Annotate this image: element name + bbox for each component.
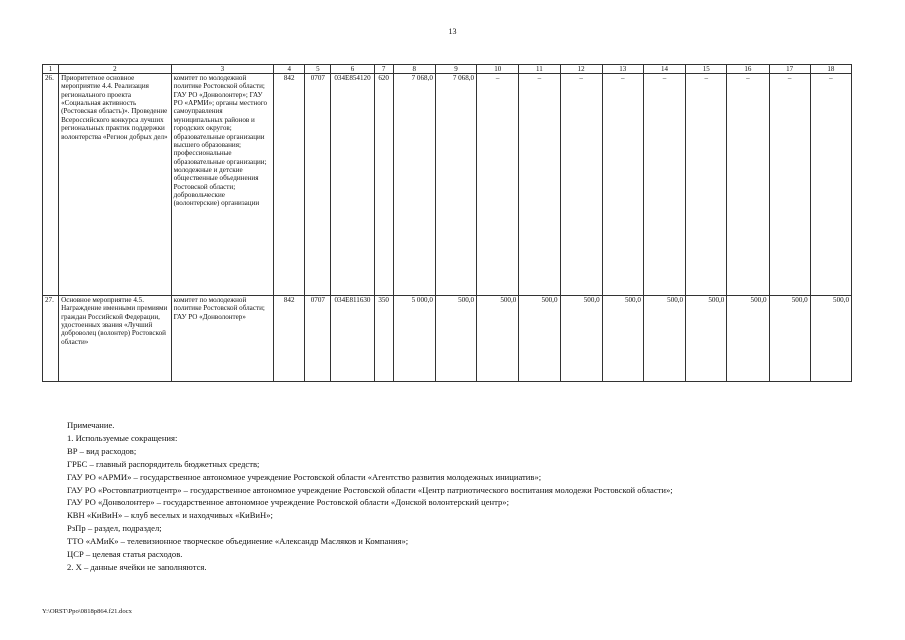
year-amount: – [769, 74, 810, 296]
note-line: ГАУ РО «Донволонтер» – государственное автономное учреждение Ростовской области «Донской волонтерский центр»; [67, 497, 509, 508]
notes-title: Примечание. [67, 420, 115, 430]
note-line: 2. Х – данные ячейки не заполняются. [67, 561, 207, 572]
note-line: РзПр – раздел, подраздел; [67, 523, 162, 534]
row-number: 26. [43, 74, 59, 296]
column-number: 14 [643, 65, 685, 74]
row-number: 27. [43, 296, 59, 382]
column-number: 11 [519, 65, 560, 74]
note-line: ЦСР – целевая статья расходов. [67, 549, 183, 560]
year-amount: – [519, 74, 560, 296]
year-amount: – [643, 74, 685, 296]
year-amount: 500,0 [810, 296, 851, 382]
total-amount: 5 000,0 [393, 296, 435, 382]
rzpr-code: 0707 [305, 74, 331, 296]
column-number: 9 [435, 65, 476, 74]
column-number: 7 [374, 65, 393, 74]
year-amount: – [477, 74, 519, 296]
vr-code: 620 [374, 74, 393, 296]
csr-code: 034E854120 [331, 74, 374, 296]
vr-code: 350 [374, 296, 393, 382]
column-number: 6 [331, 65, 374, 74]
table-row [43, 74, 852, 296]
note-line: ВР – вид расходов; [67, 445, 137, 456]
year-amount: – [686, 74, 727, 296]
year-amount: 500,0 [686, 296, 727, 382]
file-path-footer: Y:\ORST\Ppo\0818p864.f21.docx [42, 608, 132, 615]
column-number: 8 [393, 65, 435, 74]
executor: комитет по молодежной политике Ростовской области; ГАУ РО «Донволонтер» [171, 296, 274, 382]
column-number: 12 [560, 65, 602, 74]
column-number: 5 [305, 65, 331, 74]
notes-block [67, 419, 673, 574]
total-amount: 7 068,0 [393, 74, 435, 296]
year-amount: 500,0 [519, 296, 560, 382]
year-amount: – [727, 74, 769, 296]
column-number: 2 [59, 65, 172, 74]
event-name: Основное мероприятие 4.5. Награждение именными премиями граждан Российской Федерации, удостоенных звания «Лучший доброволец (волонтер) Ростовской области» [59, 296, 172, 382]
column-number: 1 [43, 65, 59, 74]
column-number: 10 [477, 65, 519, 74]
year-amount: – [560, 74, 602, 296]
year-amount: 500,0 [477, 296, 519, 382]
note-line: ГАУ РО «АРМИ» – государственное автономное учреждение Ростовской области «Агентство развития молодежных инициатив»; [67, 471, 542, 482]
note-line: ГАУ РО «Ростовпатриотцентр» – государственное автономное учреждение Ростовской области «Центр патриотического воспитания молодежи Ростовской области»; [67, 484, 673, 495]
year-amount: 500,0 [769, 296, 810, 382]
budget-table [42, 64, 852, 382]
column-number: 18 [810, 65, 851, 74]
table-row [43, 296, 852, 382]
csr-code: 034Е811630 [331, 296, 374, 382]
year-amount: 500,0 [602, 296, 643, 382]
year-amount: 500,0 [560, 296, 602, 382]
year-amount: 500,0 [643, 296, 685, 382]
note-line: ГРБС – главный распорядитель бюджетных средств; [67, 458, 260, 469]
event-name: Приоритетное основное мероприятие 4.4. Реализация регионального проекта «Социальная активность (Ростовская область)». Проведение Всероссийского конкурса лучших региональных практик поддержки волонтерства «Регион добрых дел» [59, 74, 172, 296]
year-amount: 7 068,0 [435, 74, 476, 296]
year-amount: 500,0 [727, 296, 769, 382]
column-number: 16 [727, 65, 769, 74]
column-number: 17 [769, 65, 810, 74]
column-number: 15 [686, 65, 727, 74]
column-number: 13 [602, 65, 643, 74]
page-number: 13 [448, 27, 457, 36]
note-line: КВН «КиВиН» – клуб веселых и находчивых «КиВиН»; [67, 510, 273, 521]
year-amount: – [602, 74, 643, 296]
year-amount: – [810, 74, 851, 296]
rzpr-code: 0707 [305, 296, 331, 382]
column-number: 3 [171, 65, 274, 74]
note-line: ТТО «АМиК» – телевизионное творческое объединение «Александр Масляков и Компания»; [67, 536, 409, 547]
column-number: 4 [274, 65, 305, 74]
year-amount: 500,0 [435, 296, 476, 382]
note-line: 1. Используемые сокращения: [67, 432, 178, 443]
grbs-code: 842 [274, 74, 305, 296]
column-number-row [43, 65, 852, 74]
grbs-code: 842 [274, 296, 305, 382]
executor: комитет по молодежной политике Ростовской области; ГАУ РО «Донволонтер»; ГАУ РО «АРМИ»; органы местного самоуправления муниципальных районов и городских округов; образовательные организации высшего образования; профессиональные образовательные организации; молодежные и детские общественные объединения Ростовской области; добровольческие (волонтерские) организации [171, 74, 274, 296]
